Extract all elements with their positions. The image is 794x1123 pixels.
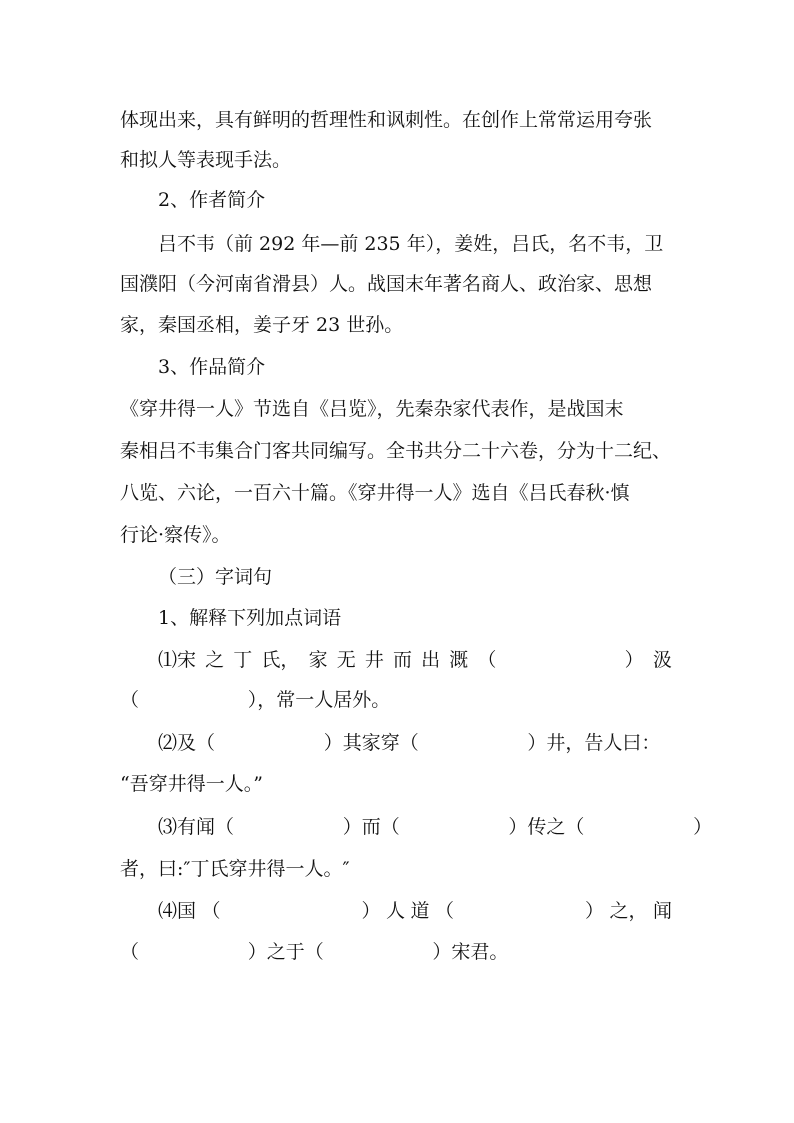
answer-blank[interactable] [506, 648, 616, 672]
author-line-3: 家，秦国丞相，姜子牙 23 世孙。 [120, 314, 404, 336]
work-line-3: 八览、六论，一百六十篇。《穿井得一人》选自《吕氏春秋·慎 [120, 482, 630, 504]
question-3-line-2: 者，曰:″丁氏穿井得一人。″ [120, 858, 350, 880]
question-2-line-1: ⑵及（ ）其家穿（ ）井，告人曰： [158, 732, 661, 754]
question-1-line-2: （ ），常一人居外。 [120, 689, 391, 711]
words-section-heading: （三）字词句 [158, 566, 273, 588]
work-line-4: 行论·察传》。 [120, 524, 231, 546]
work-line-2: 秦相吕不韦集合门客共同编写。全书共分二十六卷，分为十二纪、 [120, 440, 672, 462]
question-1-line-1: ⑴宋 之 丁 氏， 家 无 井 而 出 溉 （ ） 汲 [158, 649, 672, 671]
question-4-line-1: ⑷国 （ ） 人 道 （ ） 之， 闻 [158, 900, 672, 922]
author-section-heading: 2、作者简介 [158, 189, 266, 211]
answer-blank[interactable] [459, 899, 579, 923]
intro-line-1: 体现出来，具有鲜明的哲理性和讽刺性。在创作上常常运用夸张 [120, 109, 653, 131]
words-section-subheading: 1、解释下列加点词语 [158, 607, 342, 629]
work-line-1: 《穿井得一人》节选自《吕览》，先秦杂家代表作，是战国末 [120, 398, 624, 420]
question-3-line-1: ⑶有闻（ ）而（ ）传之（ ） [158, 816, 713, 838]
work-section-heading: 3、作品简介 [158, 356, 266, 378]
answer-blank[interactable] [226, 899, 356, 923]
question-4-line-2: （ ）之于（ ）宋君。 [120, 941, 509, 963]
author-line-2: 国濮阳（今河南省滑县）人。战国末年著名商人、政治家、思想 [120, 273, 653, 295]
intro-line-2: 和拟人等表现手法。 [120, 149, 292, 171]
author-line-1: 吕不韦（前 292 年—前 235 年），姜姓，吕氏，名不韦，卫 [158, 233, 664, 255]
question-2-line-2: “吾穿井得一人。” [120, 773, 263, 795]
